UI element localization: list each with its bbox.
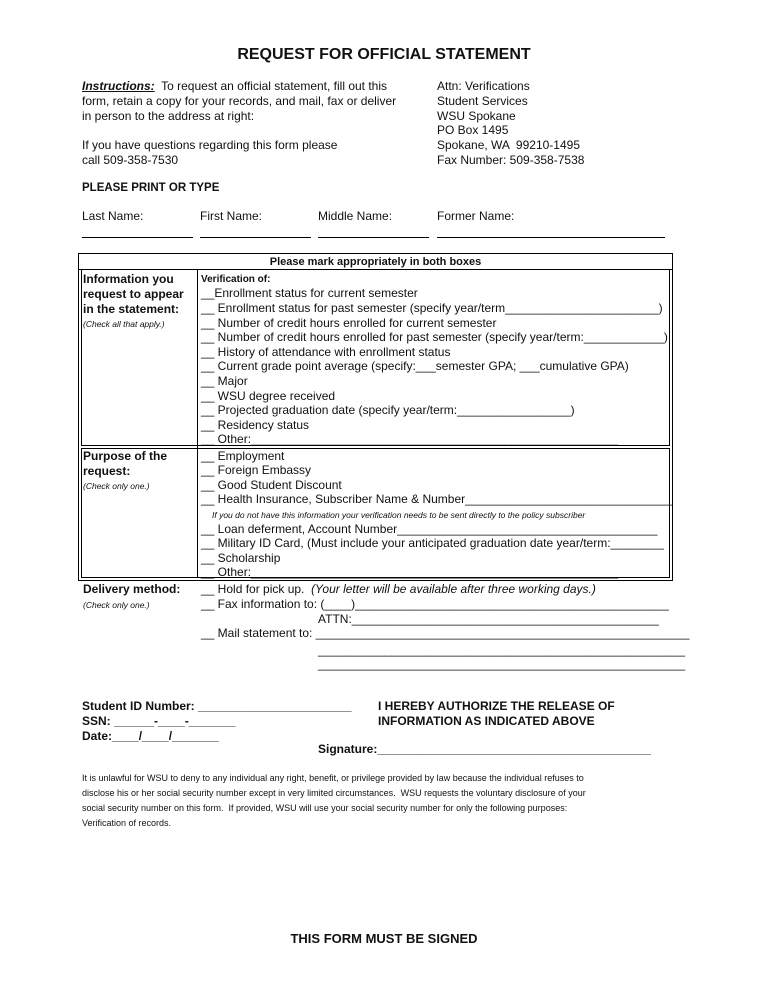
address-line: Attn: Verifications — [437, 79, 530, 93]
purpose-label: Purpose of the — [83, 449, 168, 463]
info-label: Information you — [83, 272, 174, 286]
pickup-note: (Your letter will be available after three working days.) — [311, 582, 596, 596]
option-other-purpose[interactable]: __ Other:_______________________________________________________ — [201, 565, 619, 579]
mail-address-line-3[interactable]: _______________________________________________________ — [318, 657, 686, 671]
address-line: Spokane, WA 99210-1495 — [437, 138, 580, 152]
former-name-field[interactable] — [437, 237, 665, 238]
option-enrollment-current[interactable]: __Enrollment status for current semester — [201, 286, 418, 300]
page-title: REQUEST FOR OFFICIAL STATEMENT — [237, 46, 531, 63]
questions-line-2: call 509-358-7530 — [82, 153, 179, 167]
option-credit-hours-current[interactable]: __ Number of credit hours enrolled for current semester — [201, 316, 497, 330]
insurance-note: If you do not have this information your verification needs to be sent directly to the policy subscriber — [212, 510, 586, 520]
info-label: request to appear — [83, 287, 184, 301]
info-note: (Check all that apply.) — [83, 319, 165, 329]
instructions-line-1: Instructions: To request an official statement, fill out this — [82, 79, 388, 93]
footer-notice: THIS FORM MUST BE SIGNED — [290, 931, 478, 946]
option-good-student[interactable]: __ Good Student Discount — [201, 478, 342, 492]
first-name-field[interactable] — [200, 237, 311, 238]
delivery-label: Delivery method: — [83, 582, 181, 596]
option-credit-hours-past[interactable]: __ Number of credit hours enrolled for past semester (specify year/term:____________) — [201, 330, 668, 344]
delivery-note: (Check only one.) — [83, 600, 150, 610]
option-graduation-date[interactable]: __ Projected graduation date (specify year/term:_________________) — [201, 403, 575, 417]
option-degree[interactable]: __ WSU degree received — [201, 389, 336, 403]
option-military-id[interactable]: __ Military ID Card, (Must include your anticipated graduation date year/term:________ — [201, 536, 664, 550]
instructions-label: Instructions: — [82, 79, 155, 93]
middle-name-label: Middle Name: — [318, 209, 393, 223]
last-name-label: Last Name: — [82, 209, 144, 223]
option-mail[interactable]: __ Mail statement to: ________________________________________________________ — [201, 626, 690, 640]
purpose-label: request: — [83, 464, 131, 478]
authorize-text: I HEREBY AUTHORIZE THE RELEASE OF — [378, 699, 615, 713]
option-loan-deferment[interactable]: __ Loan deferment, Account Number_______________________________________ — [201, 522, 658, 536]
first-name-label: First Name: — [200, 209, 263, 223]
purpose-note: (Check only one.) — [83, 481, 150, 491]
ssn-field[interactable]: SSN: ______-____-_______ — [82, 714, 236, 728]
option-major[interactable]: __ Major — [201, 374, 248, 388]
middle-name-field[interactable] — [318, 237, 429, 238]
verification-heading: Verification of: — [201, 274, 271, 285]
disclaimer-line: It is unlawful for WSU to deny to any individual any right, benefit, or privilege provided by law because the individual refuses to — [82, 773, 584, 783]
disclaimer-line: social security number on this form. If provided, WSU will use your social security number for only the following purposes: — [82, 803, 568, 813]
option-gpa[interactable]: __ Current grade point average (specify:___semester GPA; ___cumulative GPA) — [201, 359, 629, 373]
address-line: PO Box 1495 — [437, 123, 509, 137]
print-note: PLEASE PRINT OR TYPE — [82, 182, 220, 194]
address-line: Student Services — [437, 94, 528, 108]
last-name-field[interactable] — [82, 237, 193, 238]
authorize-text: INFORMATION AS INDICATED ABOVE — [378, 714, 595, 728]
option-health-insurance[interactable]: __ Health Insurance, Subscriber Name & Number_______________________________ — [201, 492, 673, 506]
option-residency[interactable]: __ Residency status — [201, 418, 310, 432]
option-foreign-embassy[interactable]: __ Foreign Embassy — [201, 463, 312, 477]
questions-line-1: If you have questions regarding this form please — [82, 138, 338, 152]
option-hold-pickup[interactable]: __ Hold for pick up. (Your letter will be available after three working days.) — [201, 582, 596, 596]
student-id-field[interactable]: Student ID Number: _______________________ — [82, 699, 352, 713]
fax-number: Fax Number: 509-358-7538 — [437, 153, 585, 167]
option-fax[interactable]: __ Fax information to: (____)_______________________________________________ — [201, 597, 669, 611]
address-line: WSU Spokane — [437, 109, 516, 123]
column-divider — [197, 270, 198, 578]
date-field[interactable]: Date:____/____/_______ — [82, 729, 219, 743]
instructions-line-3: in person to the address at right: — [82, 109, 255, 123]
disclaimer-line: disclose his or her social security number except in very limited circumstances. WSU requests the voluntary disclosure of your — [82, 788, 586, 798]
option-scholarship[interactable]: __ Scholarship — [201, 551, 281, 565]
option-other-info[interactable]: __ Other:_______________________________________________________ — [201, 432, 619, 446]
instructions-line-2: form, retain a copy for your records, and mail, fax or deliver — [82, 94, 397, 108]
signature-field[interactable]: Signature:_________________________________________ — [318, 742, 651, 756]
option-employment[interactable]: __ Employment — [201, 449, 285, 463]
info-label: in the statement: — [83, 302, 180, 316]
fax-attn-field[interactable]: ATTN:______________________________________________ — [318, 612, 659, 626]
disclaimer-line: Verification of records. — [82, 818, 172, 828]
mail-address-line-2[interactable]: _______________________________________________________ — [318, 643, 686, 657]
former-name-label: Former Name: — [437, 209, 515, 223]
option-enrollment-past[interactable]: __ Enrollment status for past semester (specify year/term_______________________) — [201, 301, 663, 315]
box-header: Please mark appropriately in both boxes — [269, 256, 482, 268]
option-attendance-history[interactable]: __ History of attendance with enrollment status — [201, 345, 451, 359]
